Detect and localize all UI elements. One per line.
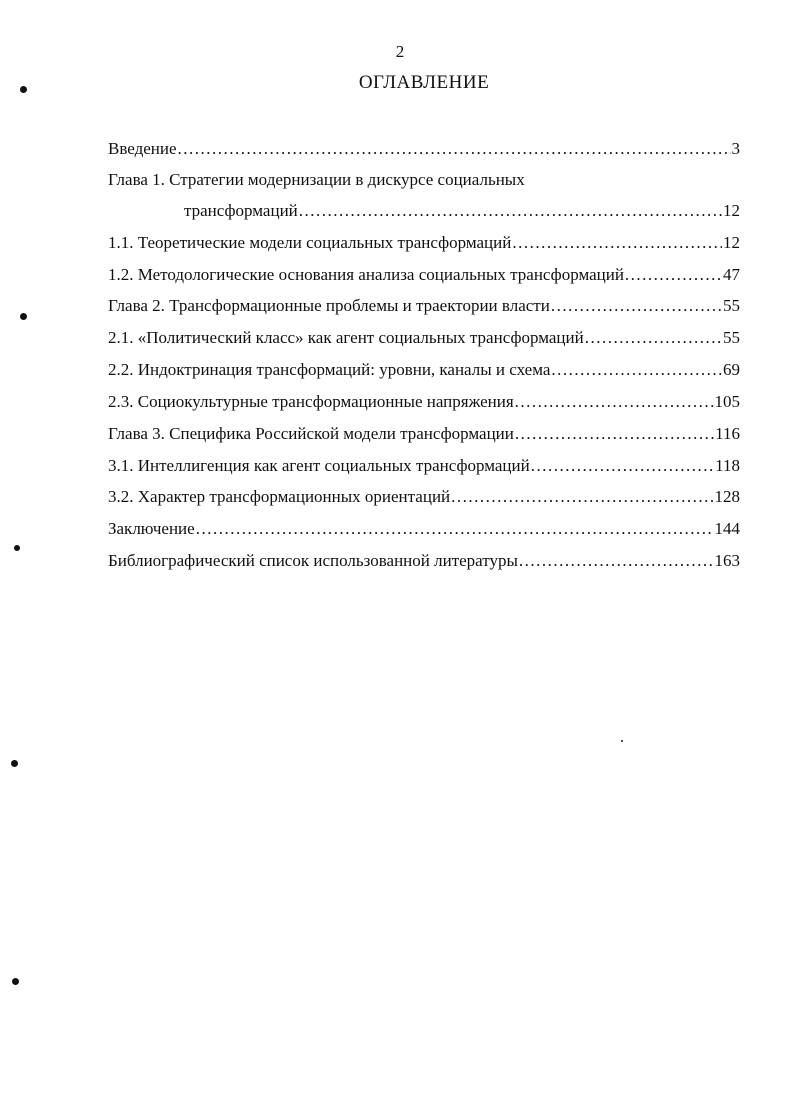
toc-entry-label: 2.1. «Политический класс» как агент социальных трансформаций — [108, 328, 584, 347]
toc-entry-page: 163 — [714, 551, 740, 570]
dot-leader — [178, 139, 731, 159]
toc-entry-label: 2.3. Социокультурные трансформационные напряжения — [108, 392, 514, 411]
dot-leader — [551, 296, 722, 316]
toc-entry-page: 144 — [714, 519, 740, 538]
dot-leader — [585, 328, 722, 348]
dot-leader — [512, 233, 722, 253]
toc-entry-label: Введение — [108, 139, 177, 158]
toc-entry-chapter-1[interactable] — [184, 201, 740, 223]
toc-entry-chapter-3[interactable] — [108, 424, 740, 446]
dot-leader — [196, 519, 714, 539]
toc-entry-page: 128 — [714, 487, 740, 506]
toc-entry-label: 3.1. Интеллигенция как агент социальных трансформаций — [108, 456, 530, 475]
toc-entry-page: 3 — [731, 139, 740, 158]
toc-entry-label: трансформаций — [184, 201, 298, 220]
toc-entry-2-2[interactable] — [108, 360, 740, 382]
toc-entry-label: Заключение — [108, 519, 195, 538]
toc-entry-2-3[interactable] — [108, 392, 740, 414]
dot-leader — [299, 201, 722, 221]
scan-mark — [14, 545, 20, 551]
scan-speck — [621, 740, 623, 742]
toc-entry-label: 2.2. Индоктринация трансформаций: уровни, каналы и схема — [108, 360, 551, 379]
toc-entry-label: Глава 3. Специфика Российской модели трансформации — [108, 424, 514, 443]
toc-entry-label: 1.1. Теоретические модели социальных трансформаций — [108, 233, 512, 252]
toc-entry-3-2[interactable] — [108, 487, 740, 509]
toc-entry-1-2[interactable] — [108, 265, 740, 287]
toc-entry-page: 118 — [715, 456, 740, 475]
toc-entry-conclusion[interactable] — [108, 519, 740, 541]
toc-entry-intro[interactable] — [108, 139, 740, 161]
scan-mark — [20, 313, 27, 320]
toc-entry-page: 47 — [723, 265, 740, 284]
dot-leader — [515, 392, 714, 412]
page-number: 2 — [395, 42, 405, 61]
dot-leader — [451, 487, 713, 507]
scan-mark — [11, 760, 18, 767]
toc-heading-chapter-1[interactable]: Глава 1. Стратегии модернизации в дискурсе социальных — [108, 170, 525, 189]
dot-leader — [551, 360, 722, 380]
scan-mark — [20, 86, 27, 93]
toc-entry-label: Глава 2. Трансформационные проблемы и траектории власти — [108, 296, 550, 315]
toc-entry-page: 55 — [723, 328, 740, 347]
dot-leader — [515, 424, 714, 444]
toc-entry-3-1[interactable] — [108, 456, 740, 478]
toc-entry-2-1[interactable] — [108, 328, 740, 350]
toc-entry-page: 55 — [723, 296, 740, 315]
toc-entry-page: 12 — [723, 233, 740, 252]
toc-entry-page: 12 — [723, 201, 740, 220]
toc-entry-page: 105 — [714, 392, 740, 411]
toc-entry-label: Библиографический список использованной литературы — [108, 551, 518, 570]
toc-entry-label: 1.2. Методологические основания анализа социальных трансформаций — [108, 265, 624, 284]
dot-leader — [531, 456, 714, 476]
scan-mark — [12, 978, 19, 985]
toc-entry-1-1[interactable] — [108, 233, 740, 255]
toc-entry-bibliography[interactable] — [108, 551, 740, 573]
dot-leader — [625, 265, 722, 285]
toc-entry-chapter-2[interactable] — [108, 296, 740, 318]
toc-entry-page: 116 — [715, 424, 740, 443]
toc-title: ОГЛАВЛЕНИЕ — [358, 72, 490, 93]
dot-leader — [519, 551, 714, 571]
toc-entry-label: 3.2. Характер трансформационных ориентаций — [108, 487, 451, 506]
toc-entry-page: 69 — [723, 360, 740, 379]
